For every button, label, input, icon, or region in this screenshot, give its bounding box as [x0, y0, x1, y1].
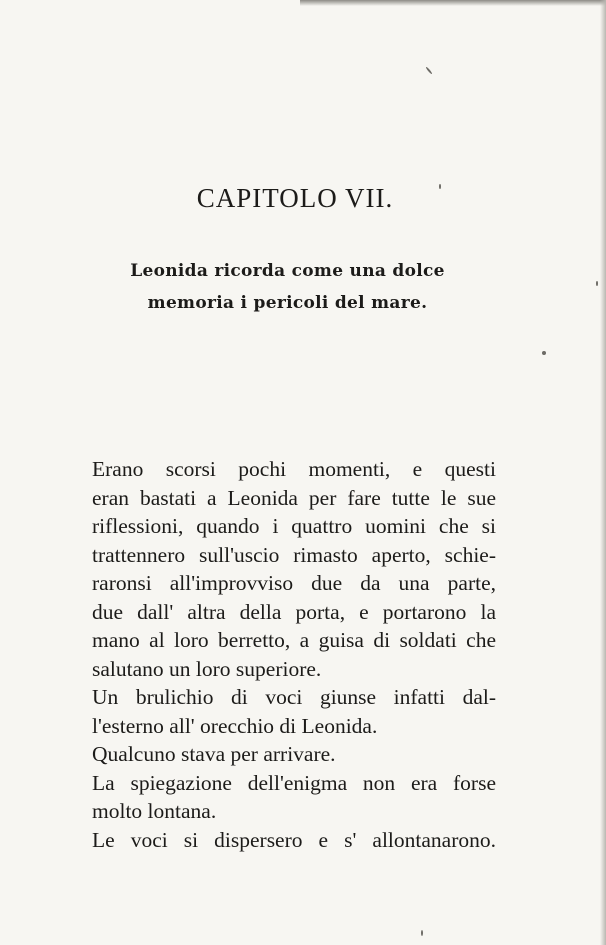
scan-speck [596, 281, 598, 286]
text-line: mano al loro berretto, a guisa di soldati che [92, 628, 496, 652]
text-line: Le voci si dispersero e s' allontanarono. [92, 827, 496, 852]
chapter-title: CAPITOLO VII. [196, 183, 394, 213]
text-line: riflessioni, quando i quattro uomini che si [92, 514, 496, 538]
text-line: molto lontana. [92, 799, 217, 823]
text-line: salutano un loro superiore. [92, 656, 322, 681]
text-line: Un brulichio di voci giunse infatti dal- [92, 685, 496, 709]
text-line: Erano scorsi pochi momenti, e questi [92, 457, 496, 481]
text-line: Qualcuno stava per arrivare. [92, 742, 336, 766]
text-line: due dall' altra della porta, e portarono la [92, 599, 496, 624]
scan-speck [421, 930, 423, 936]
text-line: trattennero sull'uscio rimasto aperto, schie- [92, 542, 496, 567]
chapter-subtitle-line: memoria i pericoli del mare. [147, 293, 428, 313]
scan-edge-top [300, 0, 606, 6]
scan-edge-right [600, 0, 606, 945]
scan-speck [542, 351, 546, 355]
text-line: raronsi all'improvviso due da una parte, [92, 571, 496, 595]
text-line: eran bastati a Leonida per fare tutte le sue [92, 485, 496, 510]
text-line: l'esterno all' orecchio di Leonida. [92, 713, 378, 738]
body-text [92, 455, 496, 854]
scan-speck [425, 66, 432, 74]
chapter-subtitle-line: Leonida ricorda come una dolce [130, 261, 445, 281]
text-line: La spiegazione dell'enigma non era forse [92, 770, 496, 795]
